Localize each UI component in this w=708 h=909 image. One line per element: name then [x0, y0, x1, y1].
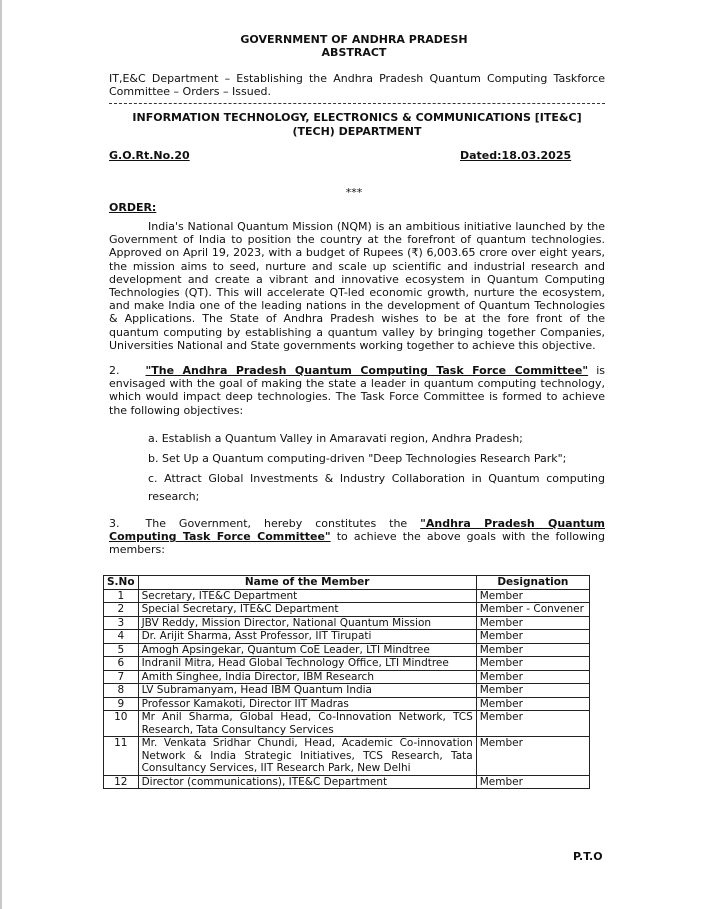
cell-sno: 2 — [104, 603, 139, 617]
table-row — [104, 616, 590, 630]
objective-a: a. Establish a Quantum Valley in Amaravati region, Andhra Pradesh; — [148, 432, 523, 445]
paragraph-2-number: 2. — [109, 364, 120, 377]
cell-sno: 12 — [104, 775, 139, 789]
cell-name: Mr Anil Sharma, Global Head, Co-Innovation Network, TCS Research, Tata Consultancy Services — [138, 711, 476, 737]
cell-designation: Member — [476, 684, 589, 698]
header-sno: S.No — [104, 576, 139, 590]
cell-designation: Member — [476, 697, 589, 711]
paragraph-1: India's National Quantum Mission (NQM) is an ambitious initiative launched by the Government of India to position the country at the forefront of quantum technologies. Approved on April 19, 2023, with a budget of Rupees (₹) 6,003.65 crore over eight years, the mission aims to seed, nurture and scale up scientific and industrial research and development and create a vibrant and innovative ecosystem in Quantum Computing Technologies (QT). This will accelerate QT-led economic growth, nurture the ecosystem, and make India one of the leading nations in the development of Quantum Technologies & Applications. The State of Andhra Pradesh wishes to be at the fore front of the quantum computing by establishing a quantum valley by bringing together Companies, Universities National and State governments working together to achieve this objective. — [109, 220, 605, 352]
table-row — [104, 670, 590, 684]
cell-sno: 9 — [104, 697, 139, 711]
cell-name: Director (communications), ITE&C Department — [138, 775, 476, 789]
table-row — [104, 711, 590, 737]
dashed-divider — [109, 103, 605, 104]
paragraph-3-text-after: to achieve the above goals with the following members: — [109, 530, 605, 557]
cell-name: Professor Kamakoti, Director IIT Madras — [138, 697, 476, 711]
cell-sno: 11 — [104, 737, 139, 776]
cell-designation: Member — [476, 630, 589, 644]
department-heading-line1: INFORMATION TECHNOLOGY, ELECTRONICS & COMMUNICATIONS [ITE&C] — [132, 111, 582, 124]
table-row — [104, 775, 590, 789]
committee-name-emphasis-2: "Andhra Pradesh Quantum Computing Task Force Committee" — [109, 517, 605, 544]
members-table — [103, 575, 590, 789]
table-row — [104, 643, 590, 657]
table-row — [104, 603, 590, 617]
cell-name: LV Subramanyam, Head IBM Quantum India — [138, 684, 476, 698]
cell-designation: Member — [476, 711, 589, 737]
order-date: Dated:18.03.2025 — [460, 149, 572, 162]
table-row — [104, 684, 590, 698]
cell-name: JBV Reddy, Mission Director, National Quantum Mission — [138, 616, 476, 630]
table-row — [104, 630, 590, 644]
cell-name: Special Secretary, ITE&C Department — [138, 603, 476, 617]
cell-sno: 5 — [104, 643, 139, 657]
cell-name: Amogh Apsingekar, Quantum CoE Leader, LTI Mindtree — [138, 643, 476, 657]
table-row — [104, 657, 590, 671]
paragraph-3-number: 3. — [109, 517, 120, 530]
cell-name: Secretary, ITE&C Department — [138, 589, 476, 603]
subject-line: IT,E&C Department – Establishing the Andhra Pradesh Quantum Computing Taskforce Committee – Orders – Issued. — [109, 72, 605, 98]
cell-designation: Member — [476, 670, 589, 684]
cell-sno: 3 — [104, 616, 139, 630]
objective-b: b. Set Up a Quantum computing-driven "Deep Technologies Research Park"; — [148, 452, 567, 465]
go-number: G.O.Rt.No.20 — [109, 149, 190, 162]
table-row — [104, 589, 590, 603]
cell-name: Amith Singhee, India Director, IBM Research — [138, 670, 476, 684]
paragraph-2 — [109, 364, 605, 417]
cell-name: Dr. Arijit Sharma, Asst Professor, IIT Tirupati — [138, 630, 476, 644]
abstract-heading: ABSTRACT — [321, 46, 387, 59]
cell-designation: Member — [476, 616, 589, 630]
order-heading: ORDER: — [109, 201, 157, 214]
cell-sno: 4 — [104, 630, 139, 644]
paragraph-3 — [109, 517, 605, 557]
pto-footer: P.T.O — [573, 850, 603, 863]
cell-name: Mr. Venkata Sridhar Chundi, Head, Academic Co-innovation Network & India Strategic Initiatives, TCS Research, Tata Consultancy Services, IIT Research Park, New Delhi — [138, 737, 476, 776]
cell-sno: 10 — [104, 711, 139, 737]
cell-sno: 1 — [104, 589, 139, 603]
cell-sno: 6 — [104, 657, 139, 671]
objective-c-text: c. Attract Global Investments & Industry Collaboration in Quantum computing research; — [148, 472, 605, 503]
cell-sno: 8 — [104, 684, 139, 698]
page-edge-line — [0, 0, 2, 909]
cell-sno: 7 — [104, 670, 139, 684]
cell-designation: Member — [476, 775, 589, 789]
committee-name-emphasis: "The Andhra Pradesh Quantum Computing Task Force Committee" — [145, 364, 589, 377]
objective-c — [148, 470, 605, 506]
cell-designation: Member — [476, 657, 589, 671]
department-heading-line2: (TECH) DEPARTMENT — [292, 125, 422, 138]
cell-designation: Member — [476, 643, 589, 657]
separator-stars: *** — [345, 186, 363, 199]
cell-designation: Member — [476, 737, 589, 776]
cell-designation: Member — [476, 589, 589, 603]
cell-designation: Member - Convener — [476, 603, 589, 617]
table-row — [104, 737, 590, 776]
header-designation: Designation — [476, 576, 589, 590]
table-row — [104, 697, 590, 711]
paragraph-2-text: is envisaged with the goal of making the state a leader in quantum computing technology, which would impact deep technologies. The Task Force Committee is formed to achieve the following objectives: — [109, 364, 605, 417]
government-heading: GOVERNMENT OF ANDHRA PRADESH — [240, 33, 468, 46]
header-name: Name of the Member — [138, 576, 476, 590]
table-header-row — [104, 576, 590, 590]
paragraph-3-text-before: The Government, hereby constitutes the — [145, 517, 421, 530]
cell-name: Indranil Mitra, Head Global Technology Office, LTI Mindtree — [138, 657, 476, 671]
